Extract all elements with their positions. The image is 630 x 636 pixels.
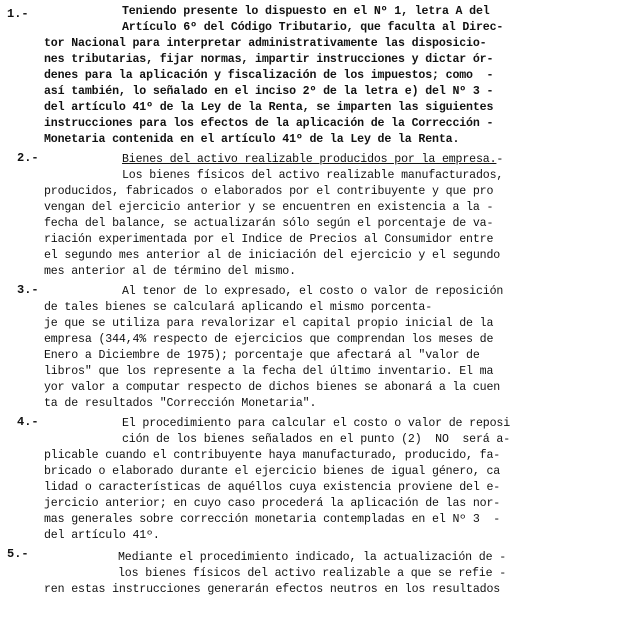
paragraph-line: los bienes físicos del activo realizable a que se refie - xyxy=(118,567,507,580)
paragraph-line: del artículo 41º de la Ley de la Renta, se imparten las siguientes xyxy=(44,101,494,114)
paragraph-line: de tales bienes se calculará aplicando el mismo porcenta- xyxy=(44,301,433,314)
paragraph-line: del artículo 41º. xyxy=(44,529,160,542)
paragraph-line: mes anterior al de término del mismo. xyxy=(44,265,296,278)
paragraph-line: El procedimiento para calcular el costo o valor de reposi xyxy=(122,417,511,430)
section-number: 5.- xyxy=(7,547,29,561)
paragraph-line: denes para la aplicación y fiscalización de los impuestos; como - xyxy=(44,69,494,82)
section-title-line xyxy=(122,152,503,168)
paragraph-line: Artículo 6º del Código Tributario, que faculta al Direc- xyxy=(122,21,504,34)
paragraph-line: tor Nacional para interpretar administrativamente las disposicio- xyxy=(44,37,487,50)
paragraph-line: Teniendo presente lo dispuesto en el Nº 1, letra A del xyxy=(122,5,490,18)
paragraph-line: jercicio anterior; en cuyo caso procederá la aplicación de las nor- xyxy=(44,497,501,510)
paragraph-line: así también, lo señalado en el inciso 2º de la letra e) del Nº 3 - xyxy=(44,85,494,98)
paragraph-line: instrucciones para los efectos de la aplicación de la Corrección - xyxy=(44,117,494,130)
paragraph-line: ta de resultados "Corrección Monetaria". xyxy=(44,397,317,410)
paragraph-line: mas generales sobre corrección monetaria contempladas en el Nº 3 - xyxy=(44,513,501,526)
paragraph-line: producidos, fabricados o elaborados por el contribuyente y que pro xyxy=(44,185,494,198)
section-title-suffix: - xyxy=(496,153,504,166)
paragraph-line: bricado o elaborado durante el ejercicio bienes de igual género, ca xyxy=(44,465,501,478)
section-title: Bienes del activo realizable producidos por la empresa. xyxy=(122,153,497,166)
paragraph-line: je que se utiliza para revalorizar el capital propio inicial de la xyxy=(44,317,494,330)
paragraph-line: Enero a Diciembre de 1975); porcentaje que afectará al "valor de xyxy=(44,349,480,362)
paragraph-line: Los bienes físicos del activo realizable manufacturados, xyxy=(122,169,504,182)
paragraph-line: vengan del ejercicio anterior y se encuentren en existencia a la - xyxy=(44,201,494,214)
section-number: 4.- xyxy=(17,415,39,429)
paragraph-line: ren estas instrucciones generarán efectos neutros en los resultados xyxy=(44,583,501,596)
section-number: 3.- xyxy=(17,283,39,297)
paragraph-line: libros" que los represente a la fecha del último inventario. El ma xyxy=(44,365,494,378)
section-number: 1.- xyxy=(7,7,29,21)
paragraph-line: fecha del balance, se actualizarán sólo según el porcentaje de va- xyxy=(44,217,494,230)
paragraph-line: yor valor a computar respecto de dichos bienes se abonará a la cuen xyxy=(44,381,501,394)
paragraph-line: riación experimentada por el Indice de Precios al Consumidor entre xyxy=(44,233,494,246)
section-number: 2.- xyxy=(17,151,39,165)
paragraph-line: plicable cuando el contribuyente haya manufacturado, producido, fa- xyxy=(44,449,501,462)
paragraph-line: Al tenor de lo expresado, el costo o valor de reposición xyxy=(122,285,504,298)
paragraph-line: empresa (344,4% respecto de ejercicios que comprendan los meses de xyxy=(44,333,494,346)
paragraph-line: lidad o características de aquéllos cuya existencia proviene del e- xyxy=(44,481,501,494)
paragraph-line: ción de los bienes señalados en el punto (2) NO será a- xyxy=(122,433,511,446)
paragraph-line: el segundo mes anterior al de iniciación del ejercicio y el segundo xyxy=(44,249,501,262)
paragraph-line: nes tributarias, fijar normas, impartir instrucciones y dictar ór- xyxy=(44,53,494,66)
paragraph-line: Monetaria contenida en el artículo 41º de la Ley de la Renta. xyxy=(44,133,460,146)
paragraph-line: Mediante el procedimiento indicado, la actualización de - xyxy=(118,551,507,564)
